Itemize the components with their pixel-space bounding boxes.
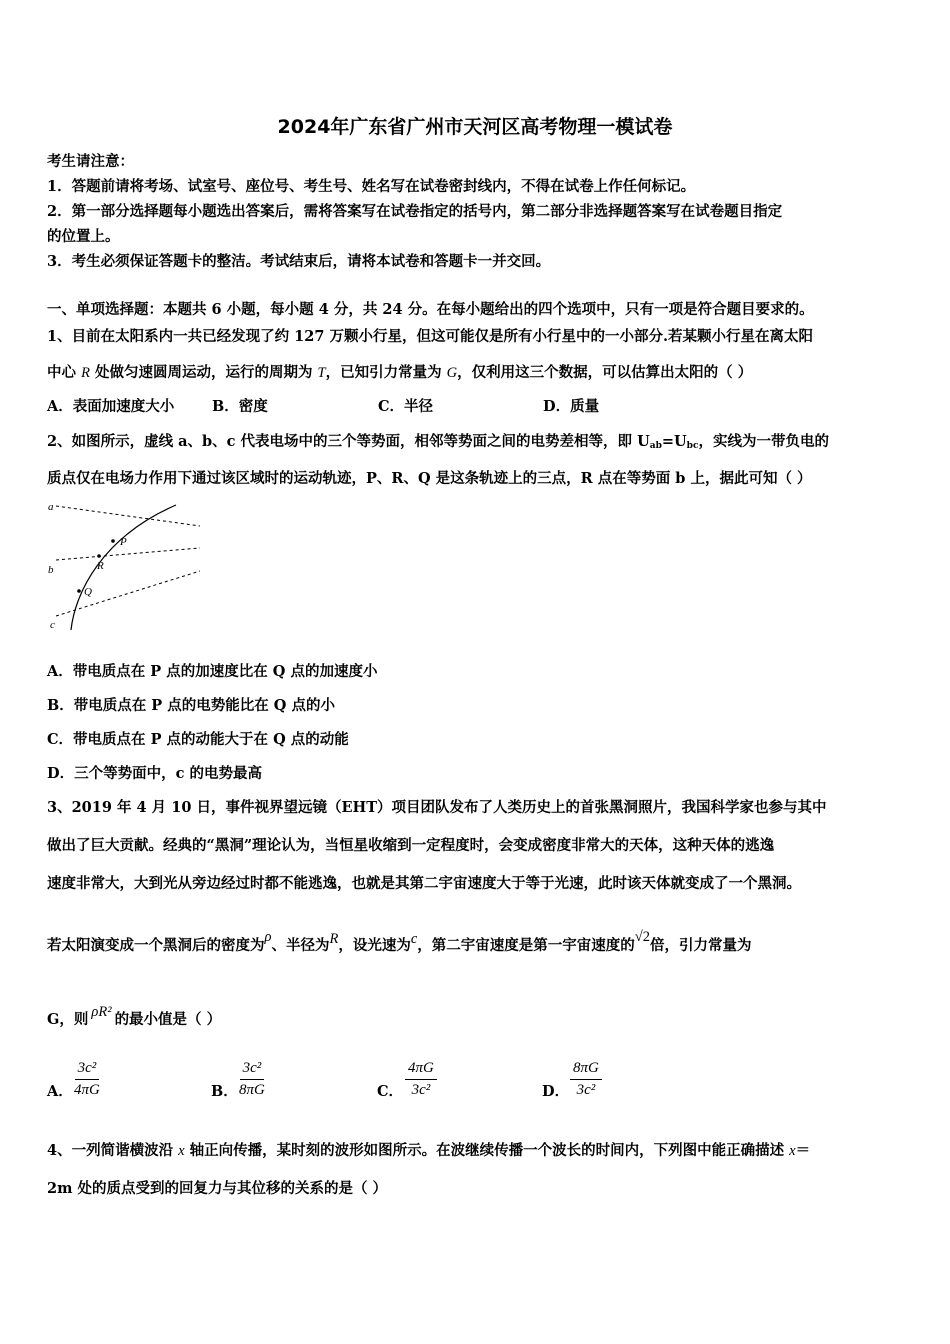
q3-line-2: 做出了巨大贡献。经典的“黑洞”理论认为，当恒星收缩到一定程度时，会变成密度非常大的天体，这种天体的逃逸: [47, 837, 775, 854]
q1-line-2: [47, 363, 752, 383]
q3-var-rho: ρ: [264, 929, 272, 945]
q3-option-a-fraction: [74, 1060, 100, 1099]
q1-var-r: R: [81, 365, 90, 381]
q2-equipotential-figure: [44, 497, 204, 635]
q1-option-d: D．质量: [543, 398, 600, 415]
q2-subscript-ab: ab: [649, 441, 662, 451]
q2-option-a: A．带电质点在 P 点的加速度比在 Q 点的加速度小: [47, 663, 378, 680]
q3-line-1: 3、2019 年 4 月 10 日，事件视界望远镜（EHT）项目团队发布了人类历史上的首张黑洞照片，我国科学家也参与其中: [47, 799, 827, 816]
q2-option-b: B．带电质点在 P 点的电势能比在 Q 点的小: [47, 697, 335, 714]
q3-option-c-label: C．: [377, 1083, 404, 1100]
fraction-numerator: 3c²: [240, 1060, 265, 1080]
q3-option-c-fraction: [405, 1060, 437, 1099]
q4-line-1: [47, 1141, 810, 1161]
q2-option-d: D．三个等势面中，c 的电势最高: [47, 765, 262, 782]
q1-option-a: A．表面加速度大小: [47, 398, 175, 415]
q4-text: 轴正向传播，某时刻的波形如图所示。在波继续传播一个波长的时间内，下列图中能正确描述: [184, 1142, 790, 1159]
q3-line-5: [47, 1004, 222, 1030]
q3-option-b-fraction: [239, 1060, 265, 1099]
q2-subscript-bc: bc: [686, 441, 699, 451]
q3-option-d-fraction: [570, 1060, 602, 1099]
q3-text: ，设光速为: [338, 937, 411, 954]
fraction-numerator: 8πG: [570, 1060, 602, 1080]
q3-line-4: [47, 929, 752, 956]
label-q: Q: [84, 586, 92, 598]
q1-text: ，已知引力常量为: [325, 364, 447, 381]
label-b: b: [48, 564, 54, 576]
q2-text: =U: [661, 433, 687, 450]
q3-rho-r-squared: ρR²: [91, 1004, 112, 1020]
label-r: R: [97, 560, 104, 572]
q3-text: ，第二宇宙速度是第一宇宙速度的: [417, 937, 635, 954]
notice-heading: 考生请注意：: [47, 153, 134, 170]
q4-text: ＝: [795, 1142, 811, 1159]
fraction-denominator: 4πG: [74, 1082, 100, 1098]
q3-option-d-label: D．: [542, 1083, 570, 1100]
fraction-numerator: 4πG: [405, 1060, 437, 1080]
q4-var-x: x: [178, 1143, 185, 1159]
q3-text: 、半径为: [271, 937, 330, 954]
q3-var-c: c: [410, 931, 418, 947]
exam-title: 2024年广东省广州市天河区高考物理一模试卷: [277, 116, 673, 138]
q3-text: G，则: [47, 1011, 89, 1028]
notice-item-3: 3．考生必须保证答题卡的整洁。考试结束后，请将本试卷和答题卡一并交回。: [47, 253, 551, 270]
q3-var-r: R: [329, 931, 339, 947]
q3-option-b-label: B．: [211, 1083, 238, 1100]
q4-text: 4、一列简谐横波沿: [47, 1142, 179, 1159]
equipotential-b: [56, 548, 200, 560]
q1-line-1: 1、目前在太阳系内一共已经发现了约 127 万颗小行星，但这可能仅是所有小行星中的一小部分.若某颗小行星在离太阳: [47, 328, 813, 345]
q4-var-x: x: [789, 1143, 796, 1159]
q2-option-c: C．带电质点在 P 点的动能大于在 Q 点的动能: [47, 731, 349, 748]
q1-text: 处做匀速圆周运动，运行的周期为: [89, 364, 318, 381]
notice-item-2-cont: 的位置上。: [47, 228, 120, 245]
notice-item-1: 1．答题前请将考场、试室号、座位号、考生号、姓名写在试卷密封线内，不得在试卷上作任何标记。: [47, 178, 696, 195]
point-r: [97, 554, 101, 558]
equipotential-a: [56, 506, 200, 526]
point-p: [111, 539, 115, 543]
q1-var-g: G: [446, 365, 458, 381]
q4-line-2: 2m 处的质点受到的回复力与其位移的关系的是（ ）: [47, 1180, 388, 1197]
q3-sqrt2: √2: [634, 929, 650, 945]
equipotential-c: [56, 571, 200, 616]
q3-line-3: 速度非常大，大到光从旁边经过时都不能逃逸，也就是其第二宇宙速度大于等于光速，此时该天体就变成了一个黑洞。: [47, 875, 801, 892]
q3-text: 倍，引力常量为: [649, 937, 752, 954]
section-heading: 一、单项选择题：本题共 6 小题，每小题 4 分，共 24 分。在每小题给出的四个选项中，只有一项是符合题目要求的。: [47, 301, 814, 318]
q2-line-2: 质点仅在电场力作用下通过该区域时的运动轨迹，P、R、Q 是这条轨迹上的三点，R 点在等势面 b 上，据此可知（ ）: [47, 470, 812, 487]
q1-var-t: T: [317, 365, 326, 381]
fraction-denominator: 8πG: [239, 1082, 265, 1098]
q3-text: 若太阳演变成一个黑洞后的密度为: [47, 937, 265, 954]
q1-text: ，仅利用这三个数据，可以估算出太阳的（ ）: [457, 364, 753, 381]
q1-text: 中心: [47, 364, 82, 381]
label-a: a: [48, 501, 54, 513]
fraction-denominator: 3c²: [576, 1082, 596, 1098]
q2-line-1: [47, 432, 829, 456]
point-q: [77, 589, 81, 593]
q1-option-c: C．半径: [378, 398, 434, 415]
q2-text: 2、如图所示，虚线 a、b、c 代表电场中的三个等势面，相邻等势面之间的电势差相等，即 U: [47, 433, 650, 450]
notice-item-2: 2．第一部分选择题每小题选出答案后，需将答案写在试卷指定的括号内，第二部分非选择题答案写在试卷题目指定: [47, 203, 783, 220]
q1-option-b: B．密度: [212, 398, 268, 415]
label-p: P: [120, 536, 127, 548]
q3-text: 的最小值是（ ）: [114, 1011, 222, 1028]
fraction-numerator: 3c²: [75, 1060, 100, 1080]
label-c: c: [50, 619, 55, 631]
q2-text: ，实线为一带负电的: [698, 433, 829, 450]
fraction-denominator: 3c²: [411, 1082, 431, 1098]
trajectory-line: [71, 505, 176, 630]
q3-option-a-label: A．: [47, 1083, 73, 1100]
